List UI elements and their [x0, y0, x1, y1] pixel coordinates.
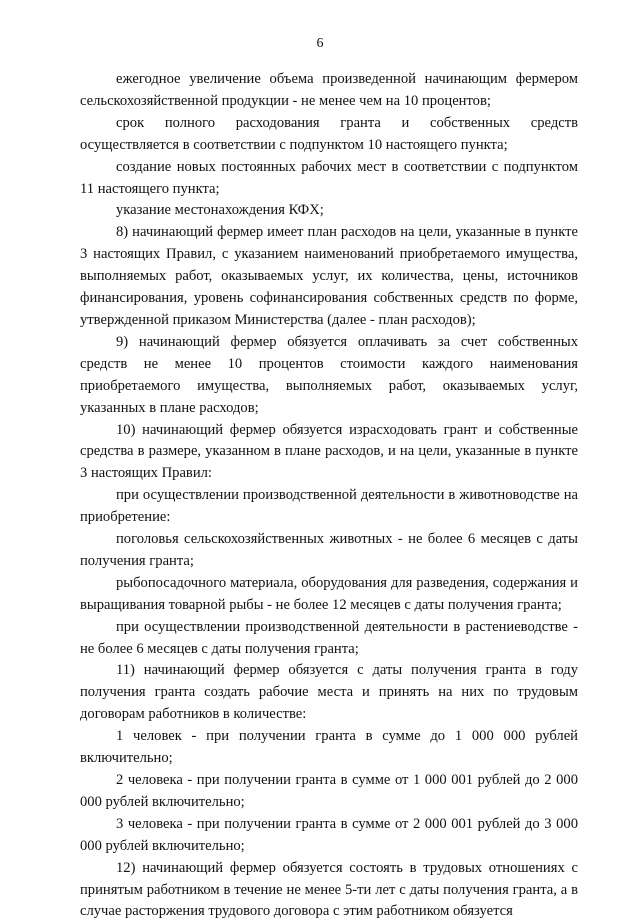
paragraph-crop-production: при осуществлении производственной деятельности в растениеводстве - не более 6 месяцев с даты получения гранта;	[80, 618, 578, 657]
paragraph-item-9: 9) начинающий фермер обязуется оплачивать за счет собственных средств не менее 10 процентов стоимости каждого наименования приобретаемого имущества, выполняемых работ, оказываемых услуг, указанных в плане расходов;	[80, 333, 578, 416]
paragraph-fish-material: рыбопосадочного материала, оборудования для разведения, содержания и выращивания товарной рыбы - не более 12 месяцев с даты получения гранта;	[80, 574, 578, 613]
paragraph-item-12: 12) начинающий фермер обязуется состоять в трудовых отношениях с принятым работником в течение не менее 5-ти лет с даты получения гранта, а в случае расторжения трудового договора с этим работником обязуется	[80, 859, 578, 920]
paragraph-item-10: 10) начинающий фермер обязуется израсходовать грант и собственные средства в размере, указанном в плане расходов, и на цели, указанные в пункте 3 настоящих Правил:	[80, 421, 578, 482]
paragraph-new-jobs: создание новых постоянных рабочих мест в соответствии с подпунктом 11 настоящего пункта;	[80, 158, 578, 197]
paragraph-farm-location: указание местонахождения КФХ;	[116, 202, 324, 219]
page-number: 6	[316, 36, 324, 51]
paragraph-spending-deadline: срок полного расходования гранта и собственных средств осуществляется в соответствии с подпунктом 10 настоящего пункта;	[80, 114, 578, 153]
paragraph-livestock-animals: поголовья сельскохозяйственных животных - не более 6 месяцев с даты получения гранта;	[80, 531, 578, 569]
paragraph-two-workers: 2 человека - при получении гранта в сумме от 1 000 001 рублей до 2 000 000 рублей включительно;	[80, 772, 578, 810]
paragraph-one-worker: 1 человек - при получении гранта в сумме до 1 000 000 рублей включительно;	[80, 728, 578, 767]
paragraph-item-8: 8) начинающий фермер имеет план расходов на цели, указанные в пункте 3 настоящих Правил, с указанием наименований приобретаемого имущества, выполняемых работ, оказываемых услуг, их количества, цены, источников финансирования, уровень софинансирования собственных средств по форме, утвержденной приказом Министерства (далее - план расходов);	[80, 224, 578, 328]
paragraph-three-workers: 3 человека - при получении гранта в сумме от 2 000 001 рублей до 3 000 000 рублей включительно;	[80, 815, 578, 854]
paragraph-livestock: при осуществлении производственной деятельности в животноводстве на приобретение:	[80, 487, 578, 526]
paragraph-item-11: 11) начинающий фермер обязуется с даты получения гранта в году получения гранта создать рабочие места и принять на них по трудовым договорам работников в количестве:	[80, 662, 578, 723]
document-body	[80, 69, 578, 923]
paragraph-growth-requirement: ежегодное увеличение объема произведенной начинающим фермером сельскохозяйственной продукции - не менее чем на 10 процентов;	[80, 71, 578, 109]
